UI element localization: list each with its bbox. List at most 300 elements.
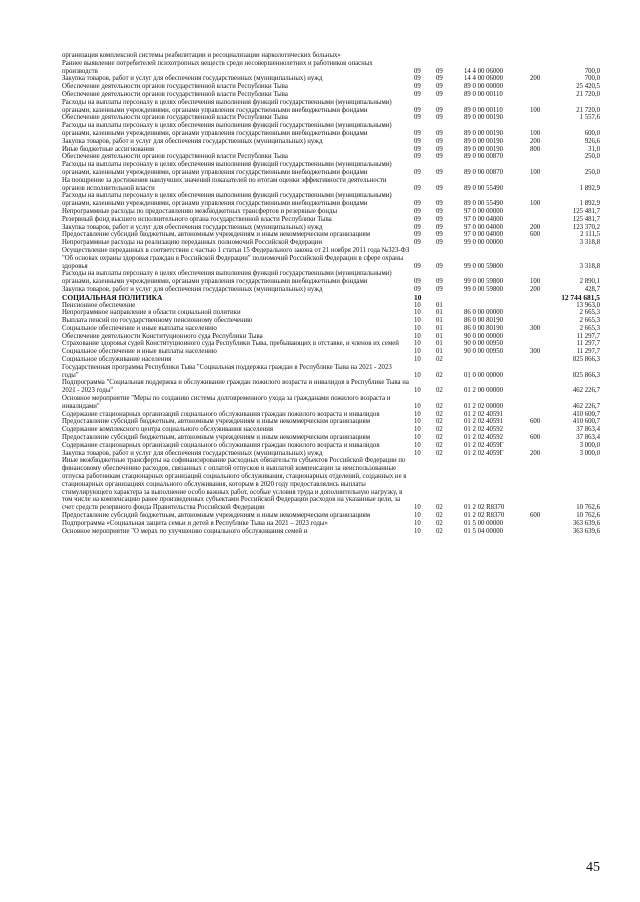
row-target-article: 89 0 00 00190 — [464, 137, 504, 145]
row-name: Содержание стационарных организаций социального обслуживания граждан пожилого возраста и инвалидов — [62, 441, 380, 449]
row-amount: 31,0 — [588, 145, 600, 153]
row-expense-type: 300 — [530, 348, 541, 356]
row-subsection: 01 — [436, 324, 443, 332]
row-name: Закупка товаров, работ и услуг для обеспечения государственных (муниципальных) нужд — [62, 285, 323, 293]
row-name: Иные межбюджетные трансферты на софинансирование расходных обязательств субъектов Российской Федерации по финансовому обеспечению расходов, связанных с оплатой отпусков и выплатой компенсации за неиспользованные отпуска работникам стационарных организаций социального обслуживания, стационарных отделений, созданных не в стационарных организациях социального обслуживания, которым в 2020 году предоставлялись выплаты стимулирующего характера за выполнение особо важных работ, особые условия труда и дополнительную нагрузку, в том числе на компенсацию ранее произведенных субъектами Российской Федерации расходов на указанные цели, за счет средств резервного фонда Правительства Российской Федерации — [62, 457, 407, 512]
row-section: 09 — [414, 200, 421, 208]
row-subsection: 02 — [436, 356, 443, 364]
row-section: 10 — [414, 449, 421, 457]
table-row — [62, 418, 600, 426]
table-row — [62, 317, 600, 325]
row-expense-type — [530, 60, 554, 76]
row-subsection: 09 — [436, 231, 443, 239]
row-target-article: 99 0 00 59800 — [464, 262, 504, 270]
table-row — [62, 512, 600, 520]
row-name: Подпрограмма «Социальная защита семьи и детей в Республике Тыва на 2021 – 2023 годы» — [62, 519, 328, 527]
row-section: 09 — [414, 262, 421, 270]
row-target-article: 01 2 02 R8370 — [464, 504, 505, 512]
row-section: 09 — [414, 90, 421, 98]
row-name: Обеспечение деятельности органов государственной власти Республики Тыва — [62, 90, 288, 98]
row-amount: 825 866,3 — [572, 356, 600, 364]
row-amount: 1 557,6 — [579, 114, 600, 122]
row-name: Обеспечение деятельности органов государственной власти Республики Тыва — [62, 114, 288, 122]
row-target-article: 90 0 00 00950 — [464, 348, 504, 356]
row-name: Выплата пенсий по государственному пенсионному обеспечению — [62, 317, 253, 325]
row-subsection: 09 — [436, 262, 443, 270]
row-amount — [554, 52, 600, 60]
row-target-article: 01 2 02 4059Г — [464, 449, 504, 457]
row-expense-type: 200 — [530, 137, 541, 145]
row-amount: 2 890,1 — [579, 278, 600, 286]
row-expense-type: 100 — [530, 278, 541, 286]
row-amount: 21 720,0 — [576, 90, 600, 98]
row-expense-type: 600 — [530, 512, 541, 520]
table-row — [62, 122, 600, 138]
table-row — [62, 528, 600, 536]
table-row — [62, 208, 600, 216]
row-subsection: 01 — [436, 332, 443, 340]
row-amount: 11 297,7 — [576, 348, 600, 356]
row-section: 10 — [414, 387, 421, 395]
row-section: 09 — [414, 239, 421, 247]
row-name: СОЦИАЛЬНАЯ ПОЛИТИКА — [62, 292, 163, 302]
row-target-article: 86 0 00 80190 — [464, 317, 504, 325]
row-amount: 13 963,0 — [576, 301, 600, 309]
row-section: 09 — [414, 285, 421, 293]
row-target-article: 01 2 02 40591 — [464, 418, 504, 426]
row-section: 09 — [414, 75, 421, 83]
row-target-article: 01 2 02 40591 — [464, 410, 504, 418]
row-section: 10 — [414, 402, 421, 410]
row-amount: 825 866,3 — [572, 371, 600, 379]
row-subsection: 02 — [436, 504, 443, 512]
row-amount: 250,0 — [584, 153, 600, 161]
row-section: 10 — [414, 340, 421, 348]
budget-table-body — [62, 52, 600, 535]
table-row — [62, 153, 600, 161]
row-section: 09 — [414, 223, 421, 231]
row-name: Предоставление субсидий бюджетным, автономным учреждениям и иным некоммерческим организациям — [62, 434, 371, 442]
row-expense-type — [530, 426, 554, 434]
row-expense-type — [530, 457, 554, 512]
row-amount: 10 762,6 — [576, 512, 600, 520]
row-target-article: 01 2 02 00000 — [464, 402, 504, 410]
row-section: 10 — [414, 527, 421, 535]
row-section: 10 — [414, 356, 421, 364]
row-section: 10 — [414, 504, 421, 512]
table-row — [62, 356, 600, 364]
table-row — [62, 379, 600, 395]
row-subsection: 02 — [436, 402, 443, 410]
row-target-article: 89 0 00 00190 — [464, 114, 504, 122]
row-target-article: 01 2 00 00000 — [464, 387, 504, 395]
row-amount: 363 639,6 — [572, 527, 600, 535]
row-name: Обеспечение деятельности Конституционного суда Республики Тыва — [62, 332, 263, 340]
row-subsection: 01 — [436, 317, 443, 325]
row-name: Подпрограмма "Социальная поддержка и обслуживание граждан пожилого возраста и инвалидов в Республике Тыва на 2021 - 2023 годы" — [62, 379, 409, 395]
row-name: Закупка товаров, работ и услуг для обеспечения государственных (муниципальных) нужд — [62, 449, 323, 457]
row-amount: 2 665,3 — [579, 317, 600, 325]
row-amount: 2 665,3 — [579, 309, 600, 317]
row-section: 09 — [414, 278, 421, 286]
row-section: 09 — [414, 106, 421, 114]
row-name: Непрограммные расходы на реализацию переданных полномочий Российской Федерации — [62, 239, 323, 247]
row-subsection: 09 — [436, 200, 443, 208]
row-amount: 3 000,0 — [579, 449, 600, 457]
table-row — [62, 325, 600, 333]
row-subsection: 09 — [436, 168, 443, 176]
row-target-article: 01 2 02 4059Г — [464, 441, 504, 449]
row-name: Предоставление субсидий бюджетным, автономным учреждениям и иным некоммерческим организациям — [62, 418, 371, 426]
row-name: Раннее выявление потребителей психотропных веществ среди несовершеннолетних и работников опасных производств — [62, 59, 373, 75]
row-target-article: 01 5 04 00000 — [464, 527, 504, 535]
budget-table — [62, 52, 600, 535]
row-expense-type: 100 — [530, 129, 541, 137]
row-amount: 3 318,8 — [579, 239, 600, 247]
row-amount: 10 762,6 — [576, 504, 600, 512]
row-expense-type — [530, 114, 554, 122]
row-expense-type — [530, 153, 554, 161]
row-target-article: 99 0 00 00000 — [464, 239, 504, 247]
row-subsection: 02 — [436, 387, 443, 395]
row-target-article: 89 0 00 00870 — [464, 153, 504, 161]
table-row — [62, 231, 600, 239]
row-target-article — [464, 52, 530, 60]
row-subsection: 02 — [436, 519, 443, 527]
row-section: 09 — [414, 168, 421, 176]
row-subsection: 09 — [436, 239, 443, 247]
row-amount: 926,6 — [584, 137, 600, 145]
row-expense-type — [530, 91, 554, 99]
row-amount: 428,7 — [584, 285, 600, 293]
row-target-article: 89 0 00 00110 — [464, 106, 503, 114]
row-subsection: 02 — [436, 371, 443, 379]
row-subsection: 09 — [436, 83, 443, 91]
row-section: 10 — [414, 324, 421, 332]
table-row — [62, 177, 600, 193]
row-expense-type — [530, 520, 554, 528]
row-expense-type — [530, 340, 554, 348]
row-target-article — [464, 294, 530, 302]
row-target-article: 89 0 00 00870 — [464, 168, 504, 176]
row-amount: 410 600,7 — [572, 418, 600, 426]
row-subsection: 09 — [436, 129, 443, 137]
row-name: Основное мероприятие "Меры по созданию системы долговременного ухода за гражданами пожилого возраста и инвалидами" — [62, 395, 391, 410]
row-name: Закупка товаров, работ и услуг для обеспечения государственных (муниципальных) нужд — [62, 137, 323, 145]
row-subsection: 09 — [436, 137, 443, 145]
row-section: 09 — [414, 153, 421, 161]
row-expense-type — [530, 247, 554, 270]
row-subsection — [436, 52, 464, 60]
row-name: Социальное обеспечение и иные выплаты населению — [62, 348, 217, 356]
row-expense-type — [530, 317, 554, 325]
row-expense-type — [530, 52, 554, 60]
row-subsection: 02 — [436, 527, 443, 535]
row-subsection: 01 — [436, 340, 443, 348]
row-name: Непрограммное направление в области социальной политики — [62, 309, 241, 317]
row-amount: 37 863,4 — [576, 426, 600, 434]
table-row — [62, 99, 600, 115]
table-row — [62, 411, 600, 419]
row-amount: 3 000,0 — [579, 441, 600, 449]
row-subsection: 02 — [436, 410, 443, 418]
row-section: 10 — [414, 332, 421, 340]
row-expense-type: 300 — [530, 324, 541, 332]
row-target-article: 89 0 00 00190 — [464, 145, 504, 153]
row-name: организация комплексной системы реабилитации и ресоциализации наркологических больных» — [62, 52, 341, 59]
row-target-article: 89 0 00 00190 — [464, 129, 504, 137]
table-row — [62, 395, 600, 411]
row-subsection: 02 — [436, 449, 443, 457]
row-expense-type: 600 — [530, 418, 541, 426]
row-section: 09 — [414, 114, 421, 122]
row-subsection: 09 — [436, 285, 443, 293]
row-amount: 462 226,7 — [572, 402, 600, 410]
row-expense-type — [530, 333, 554, 341]
row-section: 10 — [414, 301, 421, 309]
row-section: 09 — [414, 137, 421, 145]
table-row — [62, 309, 600, 317]
table-row — [62, 457, 600, 512]
row-amount: 700,0 — [584, 75, 600, 83]
row-expense-type — [530, 309, 554, 317]
row-target-article: 97 0 00 04000 — [464, 231, 504, 239]
row-target-article: 97 0 00 00000 — [464, 207, 504, 215]
row-target-article — [464, 302, 530, 310]
row-section: 09 — [414, 67, 421, 75]
row-name: Закупка товаров, работ и услуг для обеспечения государственных (муниципальных) нужд — [62, 223, 323, 231]
row-subsection: 09 — [436, 153, 443, 161]
table-row — [62, 161, 600, 177]
row-subsection: 02 — [436, 426, 443, 434]
row-subsection: 09 — [436, 75, 443, 83]
row-amount: 1 892,9 — [579, 184, 600, 192]
row-name: Социальное обеспечение и иные выплаты населению — [62, 324, 217, 332]
row-name: Обеспечение деятельности органов государственной власти Республики Тыва — [62, 83, 288, 91]
row-amount: 25 420,5 — [576, 83, 600, 91]
row-target-article: 99 0 00 59800 — [464, 285, 504, 293]
table-row — [62, 294, 600, 302]
row-amount: 250,0 — [584, 168, 600, 176]
row-section: 10 — [414, 426, 421, 434]
table-row — [62, 146, 600, 154]
row-amount: 1 892,9 — [579, 200, 600, 208]
row-name: Расходы на выплаты персоналу в целях обеспечения выполнения функций государственными (муниципальными) органами, казенными учреждениями, органами управления государственными внебюджетными фондами — [62, 98, 392, 114]
row-amount: 2 111,5 — [580, 231, 600, 239]
row-expense-type: 600 — [530, 434, 541, 442]
row-subsection: 02 — [436, 434, 443, 442]
row-subsection — [436, 294, 464, 302]
row-name: Расходы на выплаты персоналу в целях обеспечения выполнения функций государственными (муниципальными) органами, казенными учреждениями, органами управления государственными внебюджетными фондами — [62, 270, 392, 286]
row-subsection: 09 — [436, 278, 443, 286]
row-section: 10 — [414, 410, 421, 418]
row-section: 09 — [414, 129, 421, 137]
row-expense-type: 100 — [530, 168, 541, 176]
table-row — [62, 91, 600, 99]
row-amount: 37 863,4 — [576, 434, 600, 442]
row-section: 10 — [414, 519, 421, 527]
table-row — [62, 348, 600, 356]
row-section: 10 — [414, 309, 421, 317]
row-target-article: 01 2 02 40592 — [464, 434, 504, 442]
table-row — [62, 75, 600, 83]
row-name: Закупка товаров, работ и услуг для обеспечения государственных (муниципальных) нужд — [62, 75, 323, 83]
row-subsection: 09 — [436, 67, 443, 75]
row-amount: 410 600,7 — [572, 410, 600, 418]
row-name: Расходы на выплаты персоналу в целях обеспечения выполнения функций государственными (муниципальными) органами, казенными учреждениями, органами управления государственными внебюджетными фондами — [62, 122, 392, 137]
row-expense-type — [530, 216, 554, 224]
table-row — [62, 434, 600, 442]
row-expense-type — [530, 442, 554, 450]
row-name: Государственная программа Республики Тыва "Социальная поддержка граждан в Республике Тыва на 2021 - 2023 годы" — [62, 363, 392, 379]
table-row — [62, 442, 600, 450]
row-expense-type — [530, 302, 554, 310]
row-subsection: 09 — [436, 90, 443, 98]
row-name: Осуществление переданных в соответствии с частью 1 статьи 15 Федерального закона от 21 ноября 2011 года №323-ФЗ "Об основах охраны здоровья граждан в Российской Федерации" полномочий Российской Федерации в сфере охраны здоровья — [62, 246, 410, 270]
row-target-article: 14 4 00 06000 — [464, 67, 504, 75]
row-name: На поощрение за достижения наилучших значений показателей по итогам оценки эффективности деятельности органов исполнительной власти — [62, 176, 387, 192]
row-amount: 3 318,8 — [579, 262, 600, 270]
table-row — [62, 340, 600, 348]
row-expense-type — [530, 208, 554, 216]
row-target-article: 14 4 00 06000 — [464, 75, 504, 83]
row-subsection: 09 — [436, 114, 443, 122]
row-target-article: 89 0 00 55490 — [464, 200, 504, 208]
row-amount: 21 720,0 — [576, 106, 600, 114]
table-row — [62, 52, 600, 60]
row-expense-type — [530, 379, 554, 395]
row-section: 09 — [414, 83, 421, 91]
row-name: Расходы на выплаты персоналу в целях обеспечения выполнения функций государственными (муниципальными) органами, казенными учреждениями, органами управления государственными внебюджетными фондами — [62, 161, 392, 176]
row-subsection: 02 — [436, 512, 443, 520]
row-name: Расходы на выплаты персоналу в целях обеспечения выполнения функций государственными (муниципальными) органами, казенными учреждениями, органами управления государственными внебюджетными фондами — [62, 192, 392, 208]
row-target-article: 90 0 00 00950 — [464, 340, 504, 348]
row-target-article: 97 0 00 04000 — [464, 215, 504, 223]
row-section: 09 — [414, 145, 421, 153]
table-row — [62, 224, 600, 232]
table-row — [62, 83, 600, 91]
row-target-article: 89 0 00 00000 — [464, 83, 504, 91]
row-expense-type: 600 — [530, 231, 541, 239]
table-row — [62, 270, 600, 286]
row-section: 09 — [414, 231, 421, 239]
row-section: 10 — [414, 348, 421, 356]
row-target-article: 97 0 00 04000 — [464, 223, 504, 231]
table-row — [62, 216, 600, 224]
table-row — [62, 247, 600, 270]
row-section: 09 — [414, 215, 421, 223]
row-subsection: 09 — [436, 145, 443, 153]
row-name: Основное мероприятие "О мерах по улучшению социального обслуживания семей и — [62, 527, 308, 535]
row-target-article: 99 0 00 59800 — [464, 278, 504, 286]
row-section — [414, 52, 436, 60]
row-subsection: 09 — [436, 106, 443, 114]
table-row — [62, 450, 600, 458]
row-section: 10 — [414, 418, 421, 426]
row-name: Предоставление субсидий бюджетным, автономным учреждениям и иным некоммерческим организациям — [62, 231, 371, 239]
row-target-article: 01 0 00 00000 — [464, 371, 504, 379]
row-target-article: 89 0 00 00110 — [464, 90, 503, 98]
row-section: 10 — [414, 292, 422, 302]
table-row — [62, 364, 600, 380]
row-subsection: 09 — [436, 207, 443, 215]
table-row — [62, 239, 600, 247]
row-expense-type — [530, 411, 554, 419]
row-target-article: 90 0 00 00000 — [464, 332, 504, 340]
row-expense-type — [530, 356, 554, 364]
table-row — [62, 426, 600, 434]
row-amount: 125 481,7 — [572, 207, 600, 215]
row-amount: 2 665,3 — [579, 324, 600, 332]
row-amount: 462 226,7 — [572, 387, 600, 395]
row-expense-type — [530, 294, 554, 302]
row-name: Содержание комплексного центра социального обслуживания населения — [62, 426, 273, 434]
row-subsection: 09 — [436, 184, 443, 192]
table-row — [62, 192, 600, 208]
row-name: Социальное обслуживание населения — [62, 356, 172, 364]
row-section: 10 — [414, 434, 421, 442]
page-number: 45 — [586, 860, 600, 875]
row-expense-type: 100 — [530, 106, 541, 114]
row-subsection: 02 — [436, 441, 443, 449]
row-amount: 700,0 — [584, 67, 600, 75]
row-section: 10 — [414, 441, 421, 449]
row-name: Предоставление субсидий бюджетным, автономным учреждениям и иным некоммерческим организациям — [62, 512, 371, 520]
table-row — [62, 138, 600, 146]
row-target-article: 01 2 02 40592 — [464, 426, 504, 434]
row-expense-type: 200 — [530, 285, 541, 293]
row-amount: 363 639,6 — [572, 519, 600, 527]
row-subsection: 01 — [436, 348, 443, 356]
row-target-article — [464, 356, 530, 364]
row-amount: 11 297,7 — [576, 340, 600, 348]
table-row — [62, 114, 600, 122]
row-name: Обеспечение деятельности органов государственной власти Республики Тыва — [62, 153, 288, 161]
row-expense-type: 200 — [530, 223, 541, 231]
row-expense-type: 800 — [530, 145, 541, 153]
table-row — [62, 60, 600, 76]
row-section: 09 — [414, 207, 421, 215]
row-target-article: 01 2 02 R8370 — [464, 512, 505, 520]
row-name: Пенсионное обеспечение — [62, 301, 136, 309]
table-row — [62, 302, 600, 310]
row-expense-type — [530, 239, 554, 247]
row-amount: 12 744 681,5 — [561, 292, 600, 302]
row-expense-type — [530, 364, 554, 380]
row-expense-type — [530, 177, 554, 193]
row-subsection: 09 — [436, 223, 443, 231]
row-amount: 125 481,7 — [572, 215, 600, 223]
row-expense-type: 100 — [530, 200, 541, 208]
table-row — [62, 520, 600, 528]
row-name: Резервный фонд высшего исполнительного органа государственной власти Республики Тыва — [62, 215, 332, 223]
row-expense-type: 200 — [530, 75, 541, 83]
row-name: Иные бюджетные ассигнования — [62, 145, 155, 153]
row-target-article: 86 0 00 00000 — [464, 309, 504, 317]
row-amount: 123 370,2 — [572, 223, 600, 231]
row-subsection: 02 — [436, 418, 443, 426]
row-target-article: 01 5 00 00000 — [464, 519, 504, 527]
row-section: 10 — [414, 512, 421, 520]
row-subsection: 09 — [436, 215, 443, 223]
row-expense-type — [530, 528, 554, 536]
row-amount: 11 297,7 — [576, 332, 600, 340]
row-amount: 600,0 — [584, 129, 600, 137]
row-subsection: 01 — [436, 309, 443, 317]
row-expense-type — [530, 83, 554, 91]
table-row — [62, 333, 600, 341]
row-section: 09 — [414, 184, 421, 192]
